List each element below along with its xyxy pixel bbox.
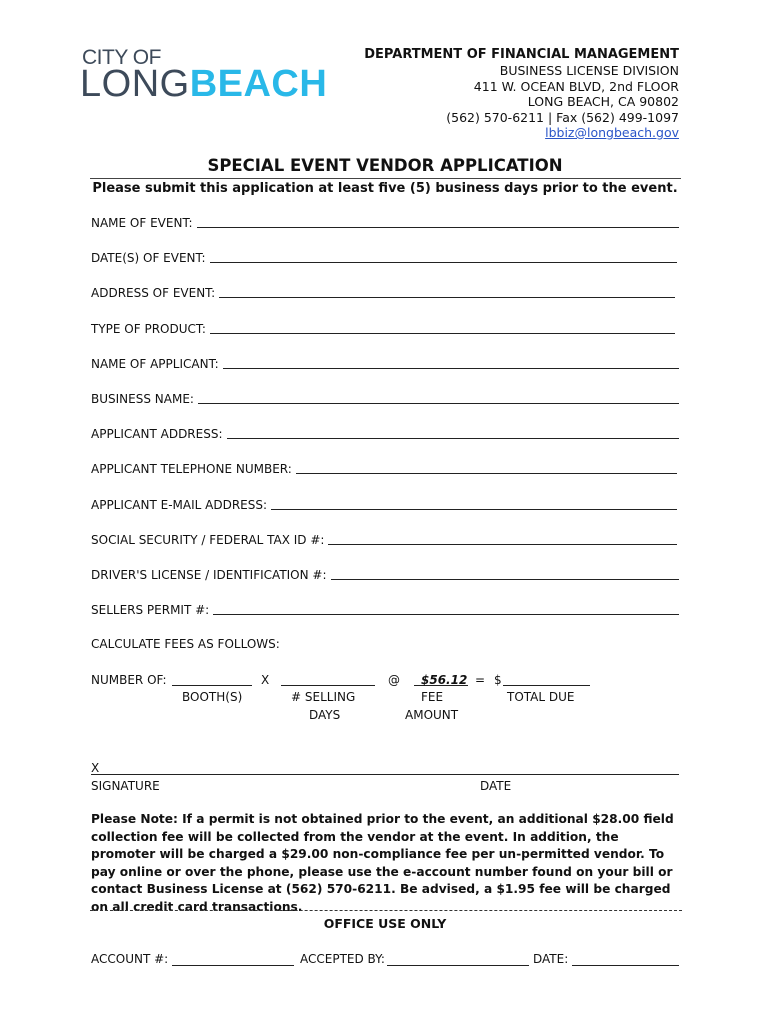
logo-long: LONG: [80, 63, 190, 105]
address-line-1: 411 W. OCEAN BLVD, 2nd FLOOR: [473, 79, 679, 94]
accepted-by-input-line[interactable]: [387, 951, 529, 966]
total-due-label: TOTAL DUE: [507, 690, 575, 704]
title-rule: [90, 178, 681, 179]
office-date-label: DATE:: [533, 952, 569, 966]
field-sellers-permit: [91, 599, 679, 617]
at-symbol: @: [388, 673, 400, 687]
date-label: DATE: [480, 779, 512, 793]
field-drivers-license: [91, 564, 679, 582]
field-name-of-event: [91, 212, 679, 230]
input-line-address-of-event[interactable]: [219, 284, 675, 298]
please-note: Please Note: If a permit is not obtained prior to the event, an additional $28.00 field collection fee will be collected from the vendor at the event. In addition, the promoter will be charged a $29.00 non-compliance fee per un-permitted vendor. To pay online or over the phone, please use the e-account number found on your bill or contact Business License at (562) 570-6211. Be advised, a $1.95 fee will be charged on all credit card transactions.: [91, 812, 674, 914]
office-divider: [90, 910, 682, 911]
phone-fax: (562) 570-6211 | Fax (562) 499-1097: [446, 110, 679, 125]
fees-heading: CALCULATE FEES AS FOLLOWS:: [91, 637, 280, 651]
input-line-name-of-applicant[interactable]: [223, 355, 679, 369]
input-line-applicant-address[interactable]: [227, 425, 679, 439]
input-line-type-of-product[interactable]: [210, 320, 675, 334]
input-line-applicant-telephone[interactable]: [296, 460, 677, 474]
field-dates-of-event: [91, 247, 677, 265]
input-line-name-of-event[interactable]: [197, 214, 679, 228]
field-applicant-address: [91, 423, 679, 441]
input-line-applicant-email[interactable]: [271, 496, 677, 510]
field-label: APPLICANT E-MAIL ADDRESS:: [91, 498, 268, 512]
account-label: ACCOUNT #:: [91, 952, 169, 966]
field-label: APPLICANT TELEPHONE NUMBER:: [91, 462, 292, 476]
form-subtitle: Please submit this application at least five (5) business days prior to the event.: [92, 181, 678, 196]
amount-label: AMOUNT: [405, 708, 459, 722]
field-address-of-event: [91, 282, 675, 300]
input-line-business-name[interactable]: [198, 390, 679, 404]
fee-label: FEE: [421, 690, 444, 704]
accepted-by-label: ACCEPTED BY:: [300, 952, 385, 966]
booths-label: BOOTH(S): [182, 690, 243, 704]
field-label: SOCIAL SECURITY / FEDERAL TAX ID #:: [91, 533, 325, 547]
field-label: TYPE OF PRODUCT:: [91, 322, 206, 336]
days-label: DAYS: [309, 708, 341, 722]
logo-city-of: CITY OF: [82, 46, 161, 69]
field-label: BUSINESS NAME:: [91, 392, 194, 406]
field-applicant-email: [91, 494, 677, 512]
field-label: ADDRESS OF EVENT:: [91, 286, 216, 300]
field-label: NAME OF APPLICANT:: [91, 357, 219, 371]
field-business-name: [91, 388, 679, 406]
input-line-dates-of-event[interactable]: [210, 249, 677, 263]
field-applicant-telephone: [91, 458, 677, 476]
field-label: DRIVER'S LICENSE / IDENTIFICATION #:: [91, 568, 327, 582]
field-label: DATE(S) OF EVENT:: [91, 251, 206, 265]
equals-symbol: =: [475, 673, 486, 687]
field-label: SELLERS PERMIT #:: [91, 603, 210, 617]
times-symbol: X: [261, 673, 270, 687]
field-ssn-tax-id: [91, 529, 677, 547]
logo-long-beach: [80, 64, 327, 104]
office-date-input-line[interactable]: [572, 951, 679, 966]
field-name-of-applicant: [91, 353, 679, 371]
signature-x-mark: X: [91, 761, 100, 775]
address-line-2: LONG BEACH, CA 90802: [527, 94, 679, 109]
booths-input-line[interactable]: [172, 671, 252, 686]
input-line-sellers-permit[interactable]: [213, 601, 679, 615]
field-label: NAME OF EVENT:: [91, 216, 193, 230]
selling-label: # SELLING: [291, 690, 356, 704]
form-title: SPECIAL EVENT VENDOR APPLICATION: [207, 156, 563, 175]
email-link[interactable]: lbbiz@longbeach.gov: [545, 125, 679, 140]
dollar-symbol: $: [494, 673, 502, 687]
field-type-of-product: [91, 318, 675, 336]
division-name: BUSINESS LICENSE DIVISION: [499, 63, 679, 78]
selling-days-input-line[interactable]: [281, 671, 375, 686]
input-line-drivers-license[interactable]: [331, 566, 679, 580]
office-use-heading: OFFICE USE ONLY: [323, 916, 447, 931]
department-name: DEPARTMENT OF FINANCIAL MANAGEMENT: [364, 47, 679, 62]
input-line-ssn-tax-id[interactable]: [328, 531, 677, 545]
number-of-label: NUMBER OF:: [91, 673, 167, 687]
total-due-input-line[interactable]: [503, 671, 590, 686]
account-input-line[interactable]: [172, 951, 294, 966]
field-label: APPLICANT ADDRESS:: [91, 427, 223, 441]
signature-label: SIGNATURE: [91, 779, 160, 793]
fee-value: $56.12: [421, 673, 468, 687]
signature-line[interactable]: [91, 760, 679, 775]
logo-beach: BEACH: [189, 63, 328, 105]
